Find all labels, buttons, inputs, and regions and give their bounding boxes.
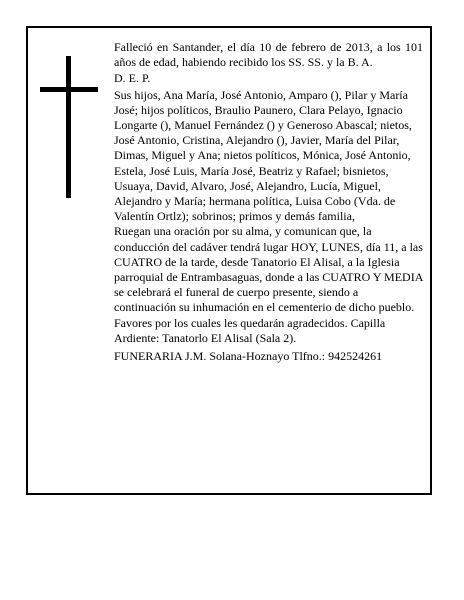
obituary-notice [26,26,432,495]
cross-icon [40,56,98,198]
family-list: Sus hijos, Ana María, José Antonio, Amparo (), Pilar y María José; hijos políticos, Braulio Paunero, Clara Pelayo, Ignacio Longarte (), Manuel Fernández () y Generoso Abascal; nietos, José Antonio, Cristina, Alejandro (), Javier, María del Pilar, Dimas, Miguel y Ana; nietos políticos, Mónica, José Antonio, Estela, José Luis, María José, Beatriz y Rafael; bisnietos, Usuaya, David, Alvaro, José, Alejandro, Lucía, Miguel, Alejandro y María; hermana política, Luisa Cobo (Vda. de Valentín Ortlz); sobrinos; primos y demás familia, [114,87,412,224]
dep-line: D. E. P. [114,71,151,86]
funeral-home-line: FUNERARIA J.M. Solana-Hoznayo Tlfno.: 942524261 [114,349,383,364]
cross-horizontal-bar [40,87,98,92]
death-announcement: Falleció en Santander, el día 10 de febrero de 2013, a los 101 años de edad, habiendo recibido los SS. SS. y la B. A. [114,40,423,70]
cross-vertical-bar [66,56,71,198]
notice-text [114,40,423,364]
funeral-details: Ruegan una oración por su alma, y comunican que, la conducción del cadáver tendrá lugar HOY, LUNES, día 11, a las CUATRO de la tarde, desde Tanatorio El Alisal, a la Iglesia parroquial de Entrambasaguas, donde a las CUATRO Y MEDIA se celebrará el funeral de cuerpo presente, siendo a continuación su inhumación en el cementerio de dicho pueblo. Favores por los cuales les quedarán agradecidos. Capilla Ardiente: Tanatorlo El Alisal (Sala 2). [114,224,423,345]
